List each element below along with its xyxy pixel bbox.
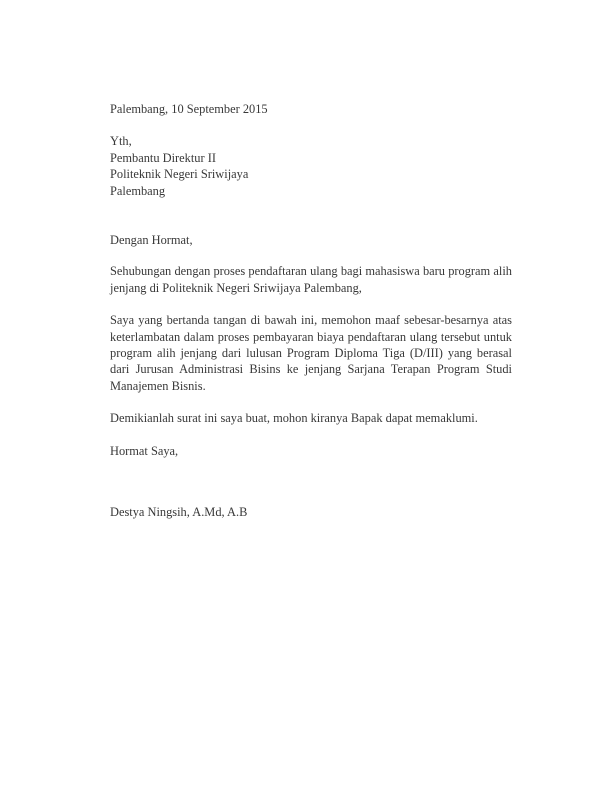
signature-name: Destya Ningsih, A.Md, A.B <box>110 505 248 520</box>
date-line: Palembang, 10 September 2015 <box>110 102 268 116</box>
greeting-line: Dengan Hormat, <box>110 233 193 248</box>
recipient-title: Pembantu Direktur II <box>110 150 216 165</box>
paragraph-closing: Demikianlah surat ini saya buat, mohon kiranya Bapak dapat memaklumi. <box>110 411 478 426</box>
recipient-city: Palembang <box>110 183 166 198</box>
recipient-institution: Politeknik Negeri Sriwijaya <box>110 167 249 182</box>
paragraph-main: Saya yang bertanda tangan di bawah ini, memohon maaf sebesar-besarnya atas keterlambatan dalam proses pembayaran biaya pendaftaran ulang tersebut untuk program alih jenjang dari lulusan Program Diploma Tiga (D/III) yang berasal dari Jurusan Administrasi Bisins ke jenjang Sarjana Terapan Program Studi Manajemen Bisnis. <box>110 313 512 393</box>
letter-body <box>110 101 512 521</box>
recipient-salutation: Yth, <box>110 134 132 149</box>
recipient-block <box>110 133 512 199</box>
closing-salutation: Hormat Saya, <box>110 443 179 458</box>
paragraph-opening: Sehubungan dengan proses pendaftaran ulang bagi mahasiswa baru program alih jenjang di Politeknik Negeri Sriwijaya Palembang, <box>110 264 512 295</box>
